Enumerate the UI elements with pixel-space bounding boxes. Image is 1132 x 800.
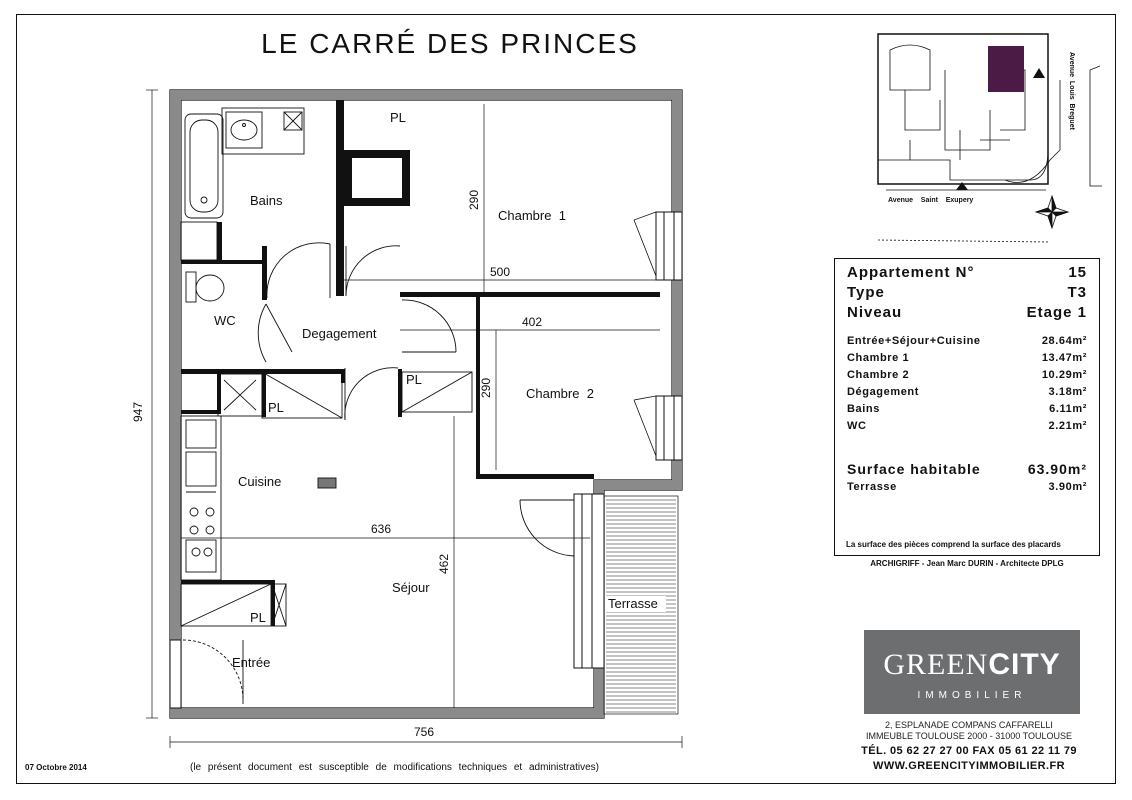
dim-total-height: 947: [131, 401, 145, 423]
placard-label-chambre2: PL: [406, 372, 422, 387]
address-line-1: 2, ESPLANADE COMPANS CAFFARELLI: [885, 720, 1053, 730]
compass-icon: [1036, 196, 1068, 228]
document-date: 07 Octobre 2014: [25, 763, 87, 772]
room-label-entree: Entrée: [232, 655, 271, 670]
habitable-value: 63.90m²: [1027, 461, 1087, 477]
logo-sub: IMMOBILIER: [917, 690, 1027, 701]
location-keymap: [850, 30, 1110, 250]
terrasse-value: 3.90m²: [1048, 481, 1087, 493]
type-label: Type: [847, 284, 885, 301]
placard-label-entree: PL: [250, 610, 266, 625]
dim-sejour-height: 462: [437, 553, 451, 575]
surface-value: 2.21m²: [1048, 420, 1087, 432]
dim-total-width: 756: [413, 725, 435, 739]
surface-value: 13.47m²: [1041, 352, 1087, 364]
habitable-row: [847, 459, 1087, 479]
dim-ch2-height: 290: [479, 377, 493, 399]
dim-sejour-width: 636: [370, 522, 392, 536]
dim-ch1-width: 500: [489, 265, 511, 279]
surface-label: WC: [847, 420, 867, 432]
surface-row: [847, 418, 1087, 435]
architect-credit: ARCHIGRIFF - Jean Marc DURIN - Architecte DPLG: [870, 559, 1064, 568]
street-label-saint-exupery: Avenue Saint Exupery: [888, 197, 974, 204]
terrasse-row: [847, 479, 1087, 496]
type-row: [847, 283, 1087, 303]
surface-value: 6.11m²: [1049, 403, 1087, 415]
apartment-number-row: [847, 263, 1087, 283]
placard-label-kitchen: PL: [268, 400, 284, 415]
habitable-label: Surface habitable: [847, 461, 981, 477]
room-label-chambre-1: Chambre 1: [498, 208, 566, 223]
placard-label-chambre1: PL: [390, 110, 406, 125]
niveau-label: Niveau: [847, 304, 903, 321]
niveau-row: [847, 303, 1087, 323]
surface-label: Chambre 2: [847, 369, 910, 381]
room-label-cuisine: Cuisine: [238, 474, 282, 489]
surface-value: 28.64m²: [1041, 335, 1087, 347]
logo-city: CITY: [988, 648, 1061, 681]
dim-ch1-height: 290: [467, 189, 481, 211]
surface-value: 3.18m²: [1048, 386, 1087, 398]
room-label-bains: Bains: [250, 193, 283, 208]
room-label-sejour: Séjour: [392, 580, 430, 595]
page-title: LE CARRÉ DES PRINCES: [261, 28, 639, 59]
terrasse-label: Terrasse: [847, 481, 897, 493]
website: WWW.GREENCITYIMMOBILIER.FR: [873, 760, 1065, 772]
surface-label: Dégagement: [847, 386, 920, 398]
surface-label: Entrée+Séjour+Cuisine: [847, 335, 981, 347]
surface-row: [847, 384, 1087, 401]
surface-row: [847, 333, 1087, 350]
room-label-terrasse: Terrasse: [608, 596, 658, 611]
room-label-degagement: Degagement: [302, 326, 377, 341]
surface-row: [847, 367, 1087, 384]
room-label-chambre-2: Chambre 2: [526, 386, 594, 401]
surface-row: [847, 401, 1087, 418]
apartment-number-value: 15: [1068, 264, 1087, 281]
street-label-louis-breguet: Avenue Louis Breguet: [1068, 52, 1075, 130]
surface-row: [847, 350, 1087, 367]
dim-ch2-width: 402: [521, 315, 543, 329]
room-label-wc: WC: [214, 313, 236, 328]
phone-fax: TÉL. 05 62 27 27 00 FAX 05 61 22 11 79: [861, 745, 1077, 757]
surface-label: Bains: [847, 403, 880, 415]
apartment-number-label: Appartement N°: [847, 264, 975, 281]
surface-value: 10.29m²: [1041, 369, 1087, 381]
apartment-highlight: [988, 46, 1024, 92]
niveau-value: Etage 1: [1026, 304, 1087, 321]
disclaimer: (le présent document est susceptible de modifications techniques et administratives): [190, 762, 599, 773]
address-line-2: IMMEUBLE TOULOUSE 2000 - 31000 TOULOUSE: [866, 731, 1072, 741]
apartment-info-box: [834, 258, 1100, 556]
greencity-logo: [864, 630, 1080, 714]
surface-label: Chambre 1: [847, 352, 910, 364]
surface-note: La surface des pièces comprend la surface des placards: [846, 540, 1061, 549]
type-value: T3: [1067, 284, 1087, 301]
logo-green: GREEN: [883, 648, 989, 681]
